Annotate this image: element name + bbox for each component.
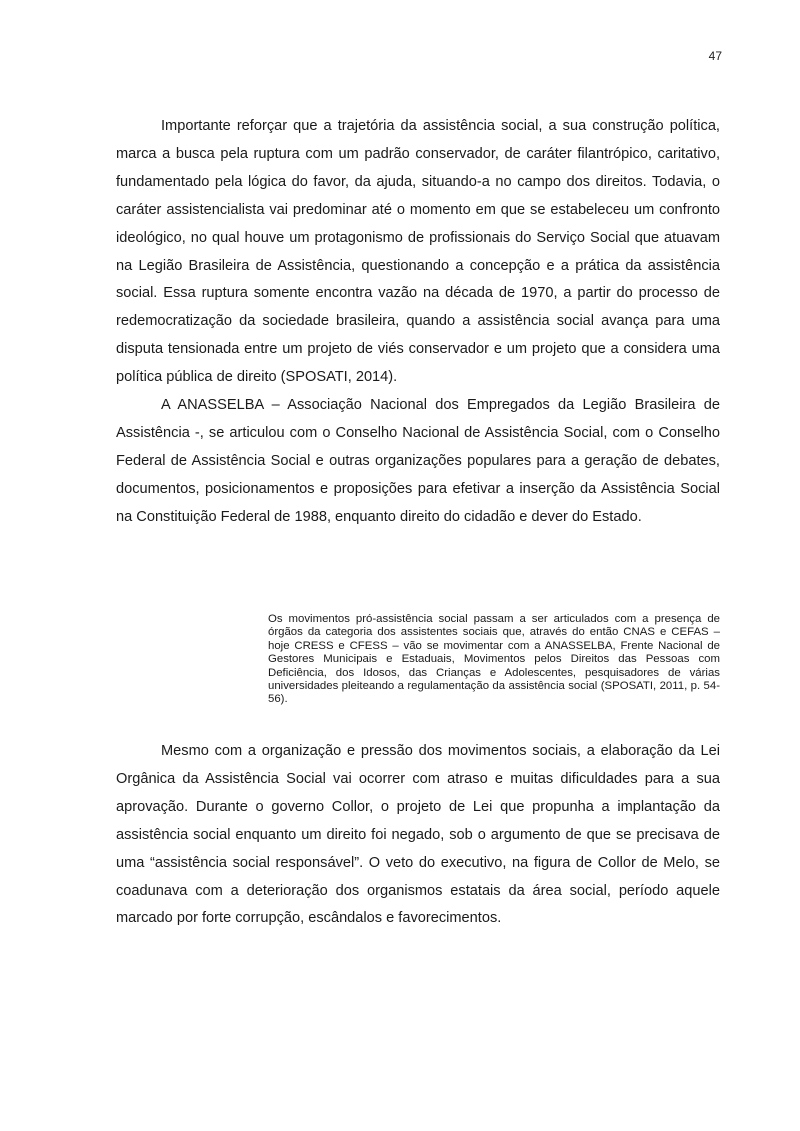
body-text-after-quote [116,738,720,933]
body-text-before-quote [116,113,720,532]
page-number: 47 [708,49,722,63]
block-quote: Os movimentos pró-assistência social passam a ser articulados com a presença de órgãos da categoria dos assistentes sociais que, através do então CNAS e CEFAS – hoje CRESS e CFESS – vão se movimentar com a ANASSELBA, Frente Nacional de Gestores Municipais e Estaduais, Movimentos pelos Direitos das Pessoas com Deficiência, dos Idosos, das Crianças e Adolescentes, pesquisadores de várias universidades pleiteando a regulamentação da assistência social (SPOSATI, 2011, p. 54-56). [268,613,720,706]
paragraph: Importante reforçar que a trajetória da assistência social, a sua construção política, marca a busca pela ruptura com um padrão conservador, de caráter filantrópico, caritativo, fundamentado pela lógica do favor, da ajuda, situando-a no campo dos direitos. Todavia, o caráter assistencialista vai predominar até o momento em que se estabeleceu um confronto ideológico, no qual houve um protagonismo de profissionais do Serviço Social que atuavam na Legião Brasileira de Assistência, questionando a concepção e a prática da assistência social. Essa ruptura somente encontra vazão na década de 1970, a partir do processo de redemocratização da sociedade brasileira, quando a assistência social avança para uma disputa tensionada entre um projeto de viés conservador e um projeto que a considera uma política pública de direito (SPOSATI, 2014). [116,118,720,386]
paragraph: A ANASSELBA – Associação Nacional dos Empregados da Legião Brasileira de Assistência -, se articulou com o Conselho Nacional de Assistência Social, com o Conselho Federal de Assistência Social e outras organizações populares para a geração de debates, documentos, posicionamentos e proposições para efetivar a inserção da Assistência Social na Constituição Federal de 1988, enquanto direito do cidadão e dever do Estado. [116,397,720,525]
paragraph: Mesmo com a organização e pressão dos movimentos sociais, a elaboração da Lei Orgânica da Assistência Social vai ocorrer com atraso e muitas dificuldades para a sua aprovação. Durante o governo Collor, o projeto de Lei que propunha a implantação da assistência social enquanto um direito foi negado, sob o argumento de que se precisava de uma “assistência social responsável”. O veto do executivo, na figura de Collor de Melo, se coadunava com a deterioração dos organismos estatais da área social, período aquele marcado por forte corrupção, escândalos e favorecimentos. [116,743,720,927]
